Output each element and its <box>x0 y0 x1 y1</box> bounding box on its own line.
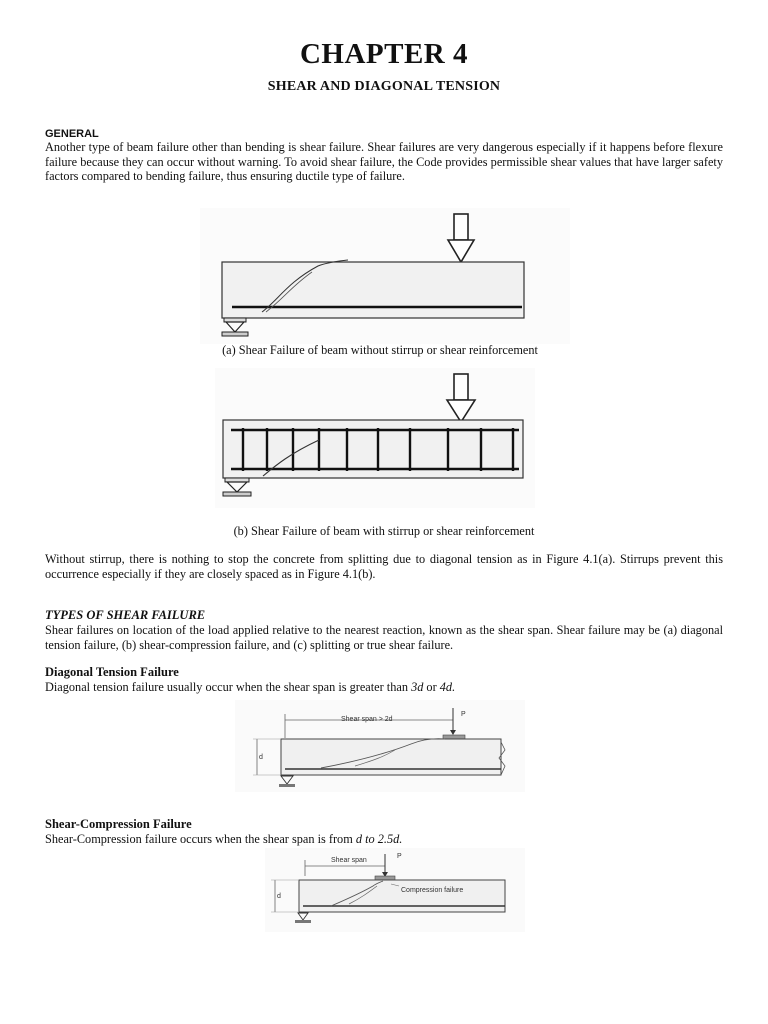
figure-beam-with-stirrup <box>215 368 535 508</box>
general-paragraph: Another type of beam failure other than bending is shear failure. Shear failures are very dangerous especially if it happens before flexure failure because they can occur without warning. To avoid shear failure, the Code provides permissible shear values that have larger safety factors compared to bending failure, thus ensuring ductile type of failure. <box>45 140 723 183</box>
types-heading: TYPES OF SHEAR FAILURE <box>45 608 206 622</box>
compression-failure-label: Compression failure <box>401 887 464 894</box>
load-p-label: P <box>461 711 466 718</box>
diagonal-text: Diagonal tension failure usually occur when the shear span is greater than <box>45 680 412 694</box>
types-paragraph: Shear failures on location of the load applied relative to the nearest reaction, known as the shear span. Shear failure may be (a) diagonal tension failure, (b) shear-compression failure, and (c) splitting or true shear failure. <box>45 623 723 652</box>
diagonal-value-1: 3d <box>411 680 424 694</box>
figure-beam-without-stirrup <box>200 208 570 344</box>
chapter-subtitle: SHEAR AND DIAGONAL TENSION <box>267 79 501 94</box>
shear-compression-heading: Shear-Compression Failure <box>45 817 192 831</box>
depth-label: d <box>259 754 263 761</box>
beam-a <box>222 262 524 318</box>
shear-span-label: Shear span > 2d <box>341 716 393 723</box>
diagonal-mid: or <box>423 680 440 694</box>
figure-shear-compression <box>265 848 525 932</box>
shear-compression-section <box>45 817 723 847</box>
beam-d <box>299 880 505 912</box>
chapter-title: CHAPTER 4 <box>299 38 469 70</box>
shear-span-label-d: Shear span <box>331 857 367 864</box>
depth-label-d: d <box>277 893 281 900</box>
general-heading: GENERAL <box>45 128 99 140</box>
general-section <box>45 128 723 184</box>
figure-diagonal-tension <box>235 700 525 792</box>
load-p-label-d: P <box>397 853 402 860</box>
stirrup-paragraph: Without stirrup, there is nothing to stop the concrete from splitting due to diagonal tension as in Figure 4.1(a). Stirrups prevent this occurrence especially if they are closely spaced as in Figure 4.1(b). <box>45 552 723 581</box>
shear-compression-text: Shear-Compression failure occurs when the shear span is from <box>45 832 356 846</box>
diagonal-section <box>45 665 723 695</box>
shear-compression-range: d to 2.5d. <box>355 832 403 846</box>
figure-a-caption: (a) Shear Failure of beam without stirrup or shear reinforcement <box>222 343 538 357</box>
diagonal-paragraph <box>45 680 723 695</box>
figure-b-caption: (b) Shear Failure of beam with stirrup or shear reinforcement <box>233 524 535 538</box>
diagonal-value-2: 4d. <box>439 680 456 694</box>
shear-compression-paragraph <box>45 832 723 847</box>
diagonal-heading: Diagonal Tension Failure <box>45 665 179 679</box>
stirrup-section <box>45 552 723 581</box>
types-section <box>45 608 723 652</box>
